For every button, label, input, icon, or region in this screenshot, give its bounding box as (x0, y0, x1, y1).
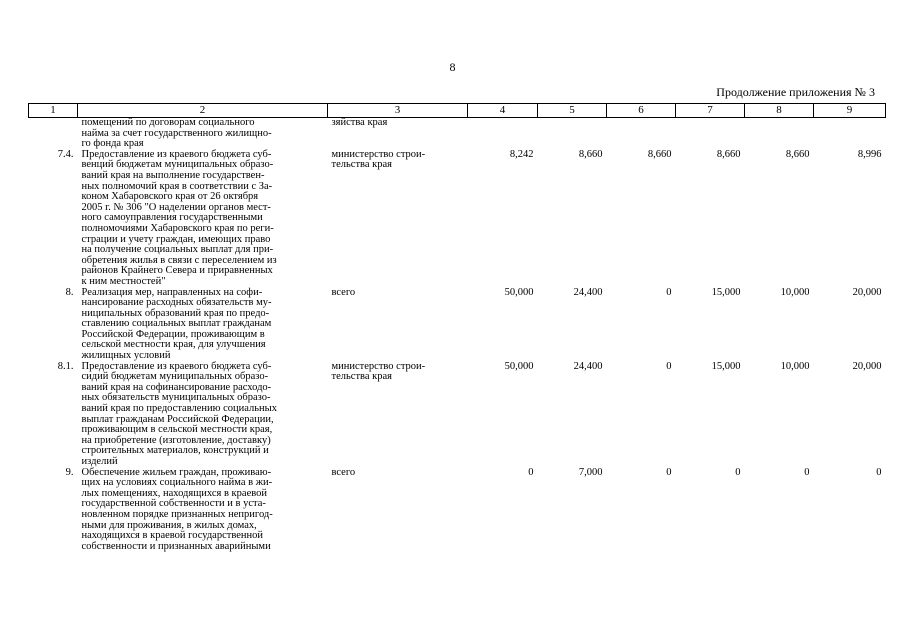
column-header-9: 9 (814, 104, 886, 118)
row-value-8: 10,000 (780, 360, 810, 372)
column-header-3: 3 (328, 104, 468, 118)
column-header-7: 7 (676, 104, 745, 118)
row-number: 9. (65, 466, 74, 478)
row-value-9: 20,000 (852, 360, 882, 372)
row-description: Предоставление из краевого бюджета суб- сидий бюджетам муниципальных образо- ваний края на софинансирование расходо- ных обязательств муниципальных образо- ваний края по предоставлению социальных выплат гражданам Российской Федерации, проживающим в сельской местности края, на приобретение (изготовление, доставку) строительных материалов, конструкций и изделий (81, 360, 277, 467)
continuation-caption: Продолжение приложения № 3 (716, 85, 875, 99)
row-description: Предоставление из краевого бюджета суб- венций бюджетам муниципальных образо- ваний края на выполнение государствен- ных полномочий края в соответствии с За- коном Хабаровского края от 26 октября 2005 г. № 306 "О наделении органов мест- ного самоуправления государственными полномочиями Хабаровского края по реги- страции и учету граждан, имеющих право на получение социальных выплат для при- обретения жилья в связи с переселением из районов Крайнего Севера и приравненных к ним местностей" (81, 148, 277, 287)
row-value-8: 0 (804, 466, 810, 478)
row-description: Реализация мер, направленных на софи- нансирование расходных обязательств му- ниципальных образований края по предо- ставлению социальных выплат гражданам Российской Федерации, проживающим в сельской местности края, для улучшения жилищных условий (81, 286, 272, 362)
row-value-4: 50,000 (504, 360, 534, 372)
row-value-9 (814, 118, 886, 150)
row-value-7: 15,000 (711, 360, 741, 372)
row-value-5: 7,000 (578, 466, 603, 478)
row-value-6: 0 (666, 286, 672, 298)
column-header-8: 8 (745, 104, 814, 118)
row-value-6: 0 (666, 360, 672, 372)
row-number: 7.4. (57, 148, 74, 160)
row-value-8 (745, 118, 814, 150)
row-responsible: министерство строи- тельства края (331, 148, 426, 171)
row-value-5: 24,400 (573, 286, 603, 298)
row-value-4: 50,000 (504, 286, 534, 298)
row-value-8: 8,660 (785, 148, 810, 160)
row-value-6: 8,660 (647, 148, 672, 160)
row-responsible: министерство строи- тельства края (331, 360, 426, 383)
row-value-5 (538, 118, 607, 150)
page-number: 8 (449, 60, 456, 74)
row-value-9: 0 (876, 466, 882, 478)
row-number: 8. (65, 286, 74, 298)
row-responsible: всего (331, 466, 356, 478)
column-header-2: 2 (78, 104, 328, 118)
row-description: Обеспечение жильем граждан, проживаю- щих на условиях социального найма в жи- лых помещениях, находящихся в краевой государственной собственности и в уста- новленном порядке признанных непригод- ными для проживания, в жилых домах, находящихся в краевой государственной собственности и признанных аварийными (81, 466, 273, 552)
row-value-6 (607, 118, 676, 150)
appendix-table (28, 103, 886, 552)
row-value-6: 0 (666, 466, 672, 478)
row-responsible: всего (331, 286, 356, 298)
row-value-4: 0 (528, 466, 534, 478)
table-row (29, 468, 886, 553)
table-row (29, 150, 886, 288)
row-value-9: 20,000 (852, 286, 882, 298)
column-header-6: 6 (607, 104, 676, 118)
row-value-7 (676, 118, 745, 150)
row-value-5: 24,400 (573, 360, 603, 372)
table-row (29, 118, 886, 150)
row-value-4 (468, 118, 538, 150)
row-value-9: 8,996 (857, 148, 882, 160)
row-number: 8.1. (57, 360, 74, 372)
table-row (29, 362, 886, 468)
column-header-4: 4 (468, 104, 538, 118)
column-header-5: 5 (538, 104, 607, 118)
row-value-8: 10,000 (780, 286, 810, 298)
row-value-7: 8,660 (716, 148, 741, 160)
row-description: помещений по договорам социального найма за счет государственного жилищно- го фонда края (81, 117, 272, 150)
column-number-header-row (29, 104, 886, 118)
row-value-7: 0 (735, 466, 741, 478)
column-header-1: 1 (29, 104, 78, 118)
row-responsible: зяйства края (331, 117, 388, 128)
row-value-7: 15,000 (711, 286, 741, 298)
table-row (29, 288, 886, 362)
row-value-4: 8,242 (509, 148, 534, 160)
row-value-5: 8,660 (578, 148, 603, 160)
row-number (29, 118, 78, 150)
